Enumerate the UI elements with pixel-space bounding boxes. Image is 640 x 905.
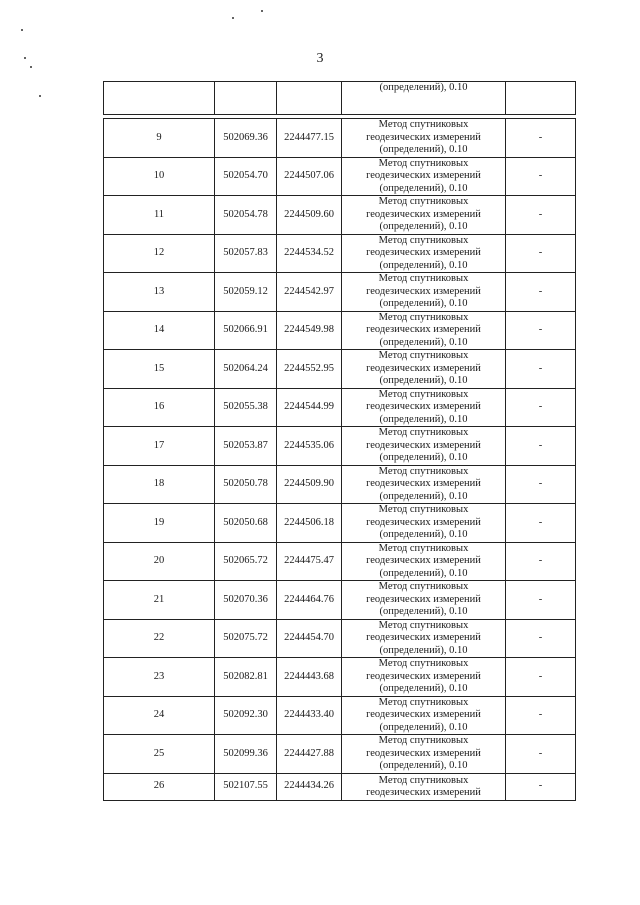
method-line: (определений), 0.10	[379, 375, 468, 386]
x-coordinate-cell: 502050.78	[215, 465, 277, 504]
method-line: (определений), 0.10	[379, 644, 468, 656]
point-number-cell: 19	[104, 504, 215, 543]
method-line: (определений), 0.10	[379, 490, 468, 502]
y-coordinate-cell: 2244427.88	[277, 735, 342, 774]
point-number-cell: 21	[104, 581, 215, 620]
method-line: (определений), 0.10	[379, 760, 468, 771]
point-number-cell: 17	[104, 427, 215, 466]
method-cell	[342, 542, 506, 581]
y-coordinate-cell: 2244544.99	[277, 388, 342, 427]
method-line: Метод спутниковых	[378, 619, 469, 631]
table-row	[104, 196, 576, 235]
remark-cell: -	[506, 504, 576, 543]
continuation-row	[104, 82, 576, 115]
remark-cell: -	[506, 658, 576, 697]
x-coordinate-cell: 502092.30	[215, 696, 277, 735]
method-line: Метод спутниковых	[378, 273, 469, 284]
x-coordinate-cell: 502053.87	[215, 427, 277, 466]
x-coordinate-cell: 502065.72	[215, 542, 277, 581]
point-number-cell: 22	[104, 619, 215, 658]
x-coordinate-cell: 502069.36	[215, 119, 277, 158]
table-row	[104, 619, 576, 658]
remark-cell: -	[506, 696, 576, 735]
method-cell	[342, 735, 506, 774]
remark-cell: -	[506, 465, 576, 504]
method-line: Метод спутниковых	[378, 196, 469, 207]
x-coordinate-cell: 502057.83	[215, 234, 277, 273]
method-line: геодезических измерений	[366, 439, 481, 451]
y-coordinate-cell: 2244542.97	[277, 273, 342, 312]
x-coordinate-cell: 502075.72	[215, 619, 277, 658]
table-row	[104, 773, 576, 800]
y-coordinate-cell: 2244535.06	[277, 427, 342, 466]
method-line: (определений), 0.10	[379, 259, 468, 271]
point-number-cell: 18	[104, 465, 215, 504]
method-line: Метод спутниковых	[378, 465, 469, 477]
point-number-cell: 24	[104, 696, 215, 735]
y-coordinate-cell: 2244433.40	[277, 696, 342, 735]
method-cell	[342, 350, 506, 389]
method-cell	[342, 234, 506, 273]
method-cell	[342, 504, 506, 543]
x-coordinate-cell: 502059.12	[215, 273, 277, 312]
method-line: (определений), 0.10	[379, 298, 468, 309]
method-cell	[342, 311, 506, 350]
method-line: Метод спутниковых	[378, 427, 469, 438]
method-cell	[342, 581, 506, 620]
method-cell	[342, 773, 506, 800]
x-coordinate-cell: 502064.24	[215, 350, 277, 389]
method-cell	[342, 658, 506, 697]
method-line: (определений), 0.10	[379, 221, 468, 232]
method-line: геодезических измерений	[366, 787, 481, 798]
point-number-cell: 25	[104, 735, 215, 774]
point-number-cell: 23	[104, 658, 215, 697]
method-cell	[342, 696, 506, 735]
continuation-method-cell: (определений), 0.10	[342, 82, 506, 115]
x-coordinate-cell: 502055.38	[215, 388, 277, 427]
table-row	[104, 504, 576, 543]
method-line: геодезических измерений	[366, 709, 481, 720]
y-coordinate-cell: 2244549.98	[277, 311, 342, 350]
page-number: 3	[316, 51, 324, 66]
method-line: геодезических измерений	[366, 170, 481, 181]
continuation-remark-cell	[506, 82, 576, 115]
method-line: геодезических измерений	[366, 324, 481, 335]
method-line: (определений), 0.10	[379, 567, 468, 579]
method-line: (определений), 0.10	[379, 336, 468, 348]
table-row	[104, 696, 576, 735]
table-row	[104, 234, 576, 273]
point-number-cell: 10	[104, 157, 215, 196]
x-coordinate-cell: 502066.91	[215, 311, 277, 350]
y-coordinate-cell: 2244464.76	[277, 581, 342, 620]
scan-speck	[21, 29, 23, 31]
point-number-cell: 26	[104, 773, 215, 800]
remark-cell: -	[506, 273, 576, 312]
method-line: Метод спутниковых	[378, 542, 469, 554]
method-line: геодезических измерений	[366, 747, 481, 759]
scan-speck	[232, 17, 234, 19]
point-number-cell: 15	[104, 350, 215, 389]
remark-cell: -	[506, 735, 576, 774]
method-cell	[342, 157, 506, 196]
y-coordinate-cell: 2244477.15	[277, 119, 342, 158]
x-coordinate-cell: 502082.81	[215, 658, 277, 697]
method-cell	[342, 119, 506, 158]
y-coordinate-cell: 2244509.90	[277, 465, 342, 504]
method-cell	[342, 465, 506, 504]
method-line: (определений), 0.10	[379, 144, 468, 155]
y-coordinate-cell: 2244506.18	[277, 504, 342, 543]
method-line: Метод спутниковых	[378, 696, 469, 708]
method-line: геодезических измерений	[366, 285, 481, 297]
y-coordinate-cell: 2244454.70	[277, 619, 342, 658]
method-line: Метод спутниковых	[378, 234, 469, 246]
method-line: Метод спутниковых	[378, 504, 469, 515]
method-line: (определений), 0.10	[379, 721, 468, 733]
remark-cell: -	[506, 619, 576, 658]
method-line: геодезических измерений	[366, 208, 481, 220]
method-line: геодезических измерений	[366, 555, 481, 566]
table-row	[104, 581, 576, 620]
remark-cell: -	[506, 157, 576, 196]
scan-speck	[261, 10, 263, 12]
method-line: Метод спутниковых	[378, 735, 469, 746]
coordinates-table-body	[104, 82, 576, 801]
method-line: геодезических измерений	[366, 247, 481, 258]
method-line: (определений), 0.10	[379, 413, 468, 425]
remark-cell: -	[506, 542, 576, 581]
method-line: Метод спутниковых	[378, 350, 469, 361]
point-number-cell: 11	[104, 196, 215, 235]
method-line: (определений), 0.10	[379, 606, 468, 617]
table-row	[104, 273, 576, 312]
method-line: (определений), 0.10	[379, 529, 468, 540]
continuation-number-cell	[104, 82, 215, 115]
y-coordinate-cell: 2244507.06	[277, 157, 342, 196]
method-line: геодезических измерений	[366, 478, 481, 489]
y-coordinate-cell: 2244443.68	[277, 658, 342, 697]
method-cell	[342, 196, 506, 235]
table-row	[104, 350, 576, 389]
remark-cell: -	[506, 427, 576, 466]
method-line: геодезических измерений	[366, 632, 481, 643]
method-line: геодезических измерений	[366, 362, 481, 374]
continuation-x-cell	[215, 82, 277, 115]
table-row	[104, 119, 576, 158]
y-coordinate-cell: 2244475.47	[277, 542, 342, 581]
point-number-cell: 14	[104, 311, 215, 350]
method-cell	[342, 427, 506, 466]
x-coordinate-cell: 502050.68	[215, 504, 277, 543]
method-line: геодезических измерений	[366, 670, 481, 682]
x-coordinate-cell: 502099.36	[215, 735, 277, 774]
scan-speck	[39, 95, 41, 97]
table-row	[104, 658, 576, 697]
table-row	[104, 388, 576, 427]
x-coordinate-cell: 502054.70	[215, 157, 277, 196]
method-line: (определений), 0.10	[379, 683, 468, 694]
y-coordinate-cell: 2244552.95	[277, 350, 342, 389]
method-line: геодезических измерений	[366, 516, 481, 528]
table-row	[104, 311, 576, 350]
method-line: геодезических измерений	[366, 131, 481, 143]
method-line: Метод спутниковых	[378, 311, 469, 323]
y-coordinate-cell: 2244534.52	[277, 234, 342, 273]
remark-cell: -	[506, 773, 576, 800]
method-cell	[342, 388, 506, 427]
method-line: Метод спутниковых	[378, 157, 469, 169]
table-row	[104, 465, 576, 504]
point-number-cell: 20	[104, 542, 215, 581]
remark-cell: -	[506, 350, 576, 389]
remark-cell: -	[506, 234, 576, 273]
x-coordinate-cell: 502054.78	[215, 196, 277, 235]
method-line: геодезических измерений	[366, 401, 481, 412]
x-coordinate-cell: 502070.36	[215, 581, 277, 620]
table-row	[104, 735, 576, 774]
point-number-cell: 12	[104, 234, 215, 273]
point-number-cell: 9	[104, 119, 215, 158]
table-row	[104, 427, 576, 466]
coordinates-table	[103, 81, 576, 801]
y-coordinate-cell: 2244434.26	[277, 773, 342, 800]
remark-cell: -	[506, 196, 576, 235]
method-line: Метод спутниковых	[378, 388, 469, 400]
method-line: (определений), 0.10	[379, 182, 468, 194]
method-line: Метод спутниковых	[378, 119, 469, 130]
table-row	[104, 542, 576, 581]
x-coordinate-cell: 502107.55	[215, 773, 277, 800]
method-line: Метод спутниковых	[378, 581, 469, 592]
method-line: Метод спутниковых	[378, 658, 469, 669]
method-cell	[342, 619, 506, 658]
remark-cell: -	[506, 119, 576, 158]
point-number-cell: 13	[104, 273, 215, 312]
remark-cell: -	[506, 388, 576, 427]
remark-cell: -	[506, 581, 576, 620]
point-number-cell: 16	[104, 388, 215, 427]
method-cell	[342, 273, 506, 312]
remark-cell: -	[506, 311, 576, 350]
method-line: (определений), 0.10	[379, 452, 468, 463]
method-line: Метод спутниковых	[378, 774, 469, 786]
y-coordinate-cell: 2244509.60	[277, 196, 342, 235]
method-line: геодезических измерений	[366, 593, 481, 605]
continuation-y-cell	[277, 82, 342, 115]
table-row	[104, 157, 576, 196]
